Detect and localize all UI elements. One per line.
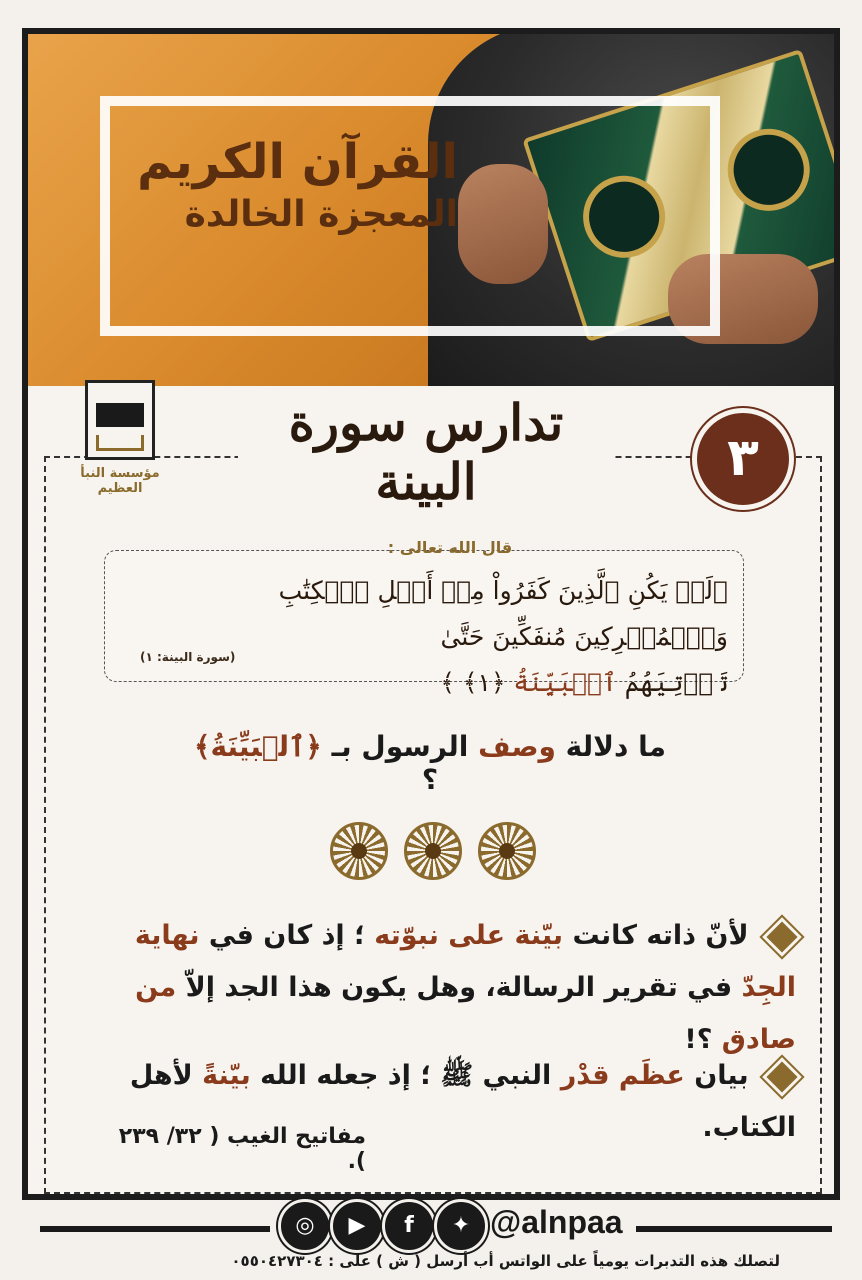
verse-text bbox=[120, 568, 728, 706]
bullet-icon bbox=[762, 917, 802, 957]
footer-divider-left bbox=[40, 1226, 270, 1232]
header-title-line2: المعجزة الخالدة bbox=[184, 193, 458, 235]
footer-divider-right bbox=[636, 1226, 832, 1232]
point-1-b: بيّنة على نبوّته bbox=[374, 920, 564, 951]
twitter-icon[interactable]: ✦ bbox=[434, 1199, 488, 1253]
social-handle[interactable]: @alnpaa bbox=[490, 1204, 623, 1240]
point-1-c: ؛ إذ كان في bbox=[208, 920, 365, 951]
header-title-line1: القرآن الكريم bbox=[137, 134, 458, 190]
ornament-icon bbox=[478, 822, 536, 880]
point-1-e: في تقرير الرسالة، وهل يكون هذا الجد إلاّ bbox=[185, 972, 733, 1003]
logo-mark-icon bbox=[85, 380, 155, 460]
series-title: تدارس سورة البينة bbox=[238, 393, 614, 511]
instagram-icon[interactable]: ◎ bbox=[278, 1199, 332, 1253]
verse-intro: قال الله تعالى : bbox=[387, 538, 513, 557]
book-emblem-right bbox=[717, 118, 820, 221]
point-2-b: عظَم قدْر bbox=[560, 1060, 685, 1091]
ornament-icon bbox=[330, 822, 388, 880]
question-highlight: وصف bbox=[478, 730, 556, 763]
verse-line2-highlight: ٱلۡبَيِّنَةُ bbox=[513, 668, 617, 697]
point-1-a: لأنّ ذاته كانت bbox=[572, 920, 749, 951]
point-2-e: لأهل الكتاب. bbox=[129, 1060, 796, 1143]
point-1 bbox=[96, 910, 796, 1066]
point-2-d: بيّنةً bbox=[202, 1060, 251, 1091]
point-1-f: من صادق bbox=[135, 972, 796, 1055]
point-2-c: النبي ﷺ ؛ إذ جعله الله bbox=[260, 1060, 552, 1091]
source-citation: مفاتيح الغيب ( ٣٢/ ٢٣٩ ). bbox=[118, 1124, 366, 1174]
facebook-icon[interactable]: f bbox=[382, 1199, 436, 1253]
verse-line1: ﴿لَمۡ يَكُنِ ٱلَّذِينَ كَفَرُواْ مِنۡ أَهۡلِ ٱلۡكِتَٰبِ وَٱلۡمُشۡرِكِينَ مُنفَكِّينَ حَتَّىٰ bbox=[278, 576, 728, 651]
point-1-d: نهاية الجِدّ bbox=[134, 920, 796, 1003]
verse-reference: (سورة البينة: ١) bbox=[140, 650, 236, 664]
episode-number-badge: ٣ bbox=[692, 408, 794, 510]
verse-line2-b: ﴿١﴾ ﴾ bbox=[440, 668, 506, 697]
logo-name: مؤسسة النبأ العظيم bbox=[80, 466, 160, 496]
question bbox=[190, 730, 670, 796]
verse-line2 bbox=[120, 660, 728, 706]
ornament-icon bbox=[404, 822, 462, 880]
verse-line2-a: تَأۡتِيَهُمُ bbox=[624, 668, 728, 697]
bullet-icon bbox=[762, 1057, 802, 1097]
footer-whatsapp-text: لتصلك هذه التدبرات يومياً على الواتس أب أرسل ( ش ) على : ٠٥٥٠٤٢٧٣٠٤ bbox=[231, 1252, 780, 1270]
question-part2: الرسول بـ bbox=[331, 730, 469, 763]
ornament-divider bbox=[330, 822, 540, 882]
header-title bbox=[118, 134, 458, 238]
youtube-icon[interactable]: ▶ bbox=[330, 1199, 384, 1253]
question-word: ﴿ٱلۡبَيِّنَةُ﴾ bbox=[194, 730, 322, 763]
header-banner bbox=[28, 34, 834, 386]
logo bbox=[60, 380, 180, 496]
question-end: ؟ bbox=[421, 763, 439, 796]
point-1-g: ؟! bbox=[684, 1024, 713, 1055]
question-part1: ما دلالة bbox=[565, 730, 666, 763]
point-2-a: بيان bbox=[694, 1060, 749, 1091]
